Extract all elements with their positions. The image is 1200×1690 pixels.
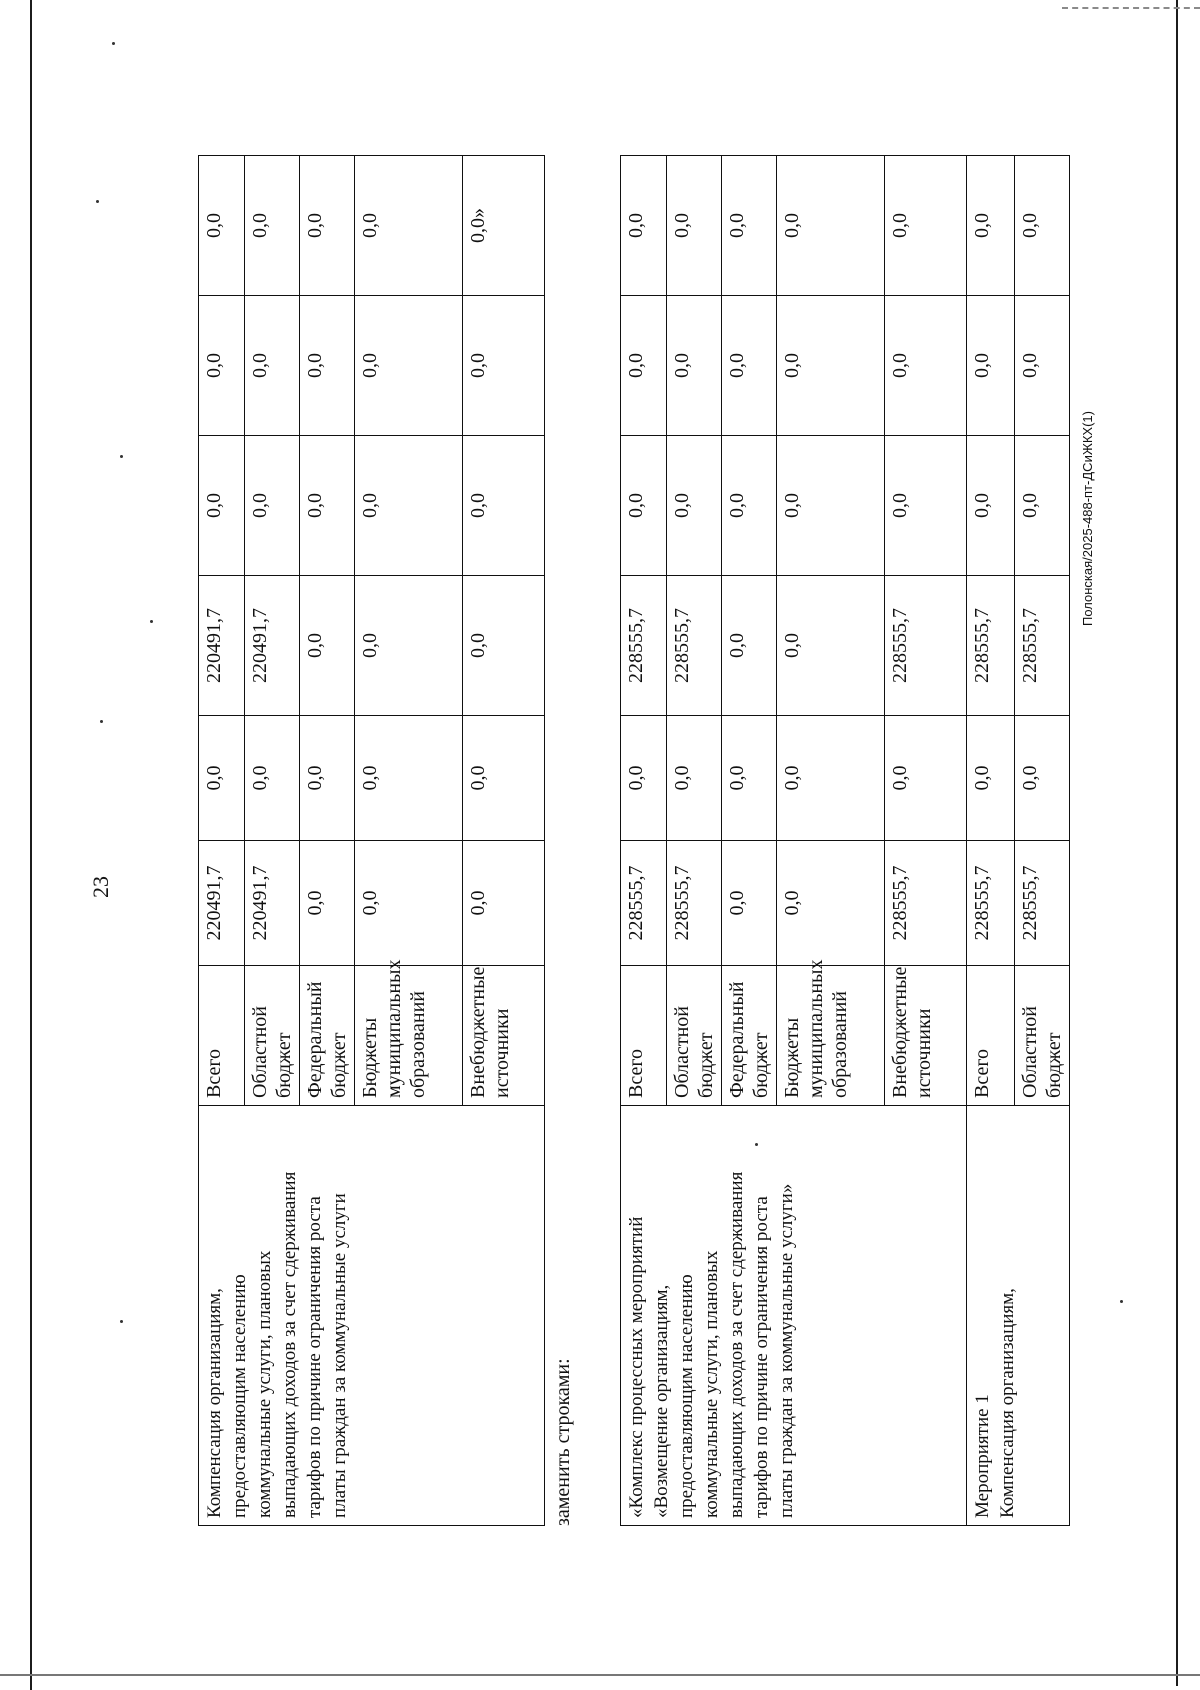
- table-row: [199, 156, 245, 1526]
- funding-value-cell: 0,0: [355, 296, 463, 436]
- funding-value-cell: 0,0: [199, 436, 245, 576]
- funding-value-cell: 220491,7: [199, 841, 245, 966]
- funding-source-label: Всего: [621, 966, 667, 1106]
- funding-value-cell: 0,0: [621, 716, 667, 841]
- funding-source-label: Областной бюджет: [1015, 966, 1070, 1106]
- funding-value-cell: 0,0: [667, 296, 722, 436]
- funding-value-cell: 0,0: [300, 716, 355, 841]
- funding-value-cell: 0,0: [777, 156, 885, 296]
- funding-value-cell: 0,0: [722, 576, 777, 716]
- funding-value-cell: 0,0: [245, 436, 300, 576]
- table-row: [621, 156, 667, 1526]
- table-row: [967, 156, 1015, 1526]
- funding-value-cell: 0,0: [885, 716, 967, 841]
- funding-source-label: Федеральный бюджет: [300, 966, 355, 1106]
- funding-table-old: [198, 155, 545, 1526]
- funding-value-cell: 0,0: [1015, 716, 1070, 841]
- funding-value-cell: 0,0: [722, 436, 777, 576]
- funding-value-cell: 0,0: [777, 296, 885, 436]
- funding-value-cell: 220491,7: [245, 576, 300, 716]
- funding-value-cell: 0,0: [355, 716, 463, 841]
- funding-value-cell: 0,0: [463, 296, 545, 436]
- funding-value-cell: 0,0: [300, 156, 355, 296]
- funding-value-cell: 0,0: [885, 296, 967, 436]
- funding-source-label: Всего: [199, 966, 245, 1106]
- funding-value-cell: 0,0: [1015, 296, 1070, 436]
- funding-value-cell: 0,0: [722, 296, 777, 436]
- funding-value-cell: 0,0: [667, 436, 722, 576]
- funding-value-cell: 0,0: [967, 296, 1015, 436]
- funding-value-cell: 0,0: [245, 716, 300, 841]
- funding-source-label: Областной бюджет: [667, 966, 722, 1106]
- funding-value-cell: 0,0: [463, 436, 545, 576]
- funding-value-cell: 228555,7: [885, 841, 967, 966]
- funding-value-cell: 0,0: [300, 576, 355, 716]
- funding-value-cell: 228555,7: [1015, 576, 1070, 716]
- funding-value-cell: 0,0: [621, 156, 667, 296]
- funding-value-cell: 0,0: [463, 576, 545, 716]
- funding-value-cell: 228555,7: [967, 576, 1015, 716]
- funding-value-cell: 228555,7: [621, 576, 667, 716]
- funding-value-cell: 228555,7: [967, 841, 1015, 966]
- funding-value-cell: 0,0: [199, 716, 245, 841]
- funding-value-cell: 0,0: [777, 841, 885, 966]
- funding-value-cell: 0,0: [885, 156, 967, 296]
- document-footer-code: Полонская/2025-488-пт-ДСиЖКХ(1): [1080, 411, 1095, 626]
- funding-source-label: Всего: [967, 966, 1015, 1106]
- funding-value-cell: 0,0: [967, 156, 1015, 296]
- funding-value-cell: 228555,7: [667, 576, 722, 716]
- funding-value-cell: 0,0: [245, 156, 300, 296]
- funding-source-label: Федеральный бюджет: [722, 966, 777, 1106]
- funding-value-cell: 0,0: [621, 436, 667, 576]
- funding-value-cell: 0,0: [300, 841, 355, 966]
- funding-value-cell: 0,0: [300, 436, 355, 576]
- funding-value-cell: 228555,7: [621, 841, 667, 966]
- funding-table-new: [620, 155, 1070, 1526]
- funding-value-cell: 228555,7: [1015, 841, 1070, 966]
- funding-value-cell: 220491,7: [199, 576, 245, 716]
- funding-source-label: Бюджеты муниципальных образований: [777, 966, 885, 1106]
- funding-value-cell: 0,0: [722, 841, 777, 966]
- funding-value-cell: 0,0: [621, 296, 667, 436]
- funding-source-label: Внебюджетные источники: [885, 966, 967, 1106]
- funding-value-cell: 0,0: [463, 841, 545, 966]
- funding-value-cell: 0,0: [967, 436, 1015, 576]
- funding-value-cell: 0,0: [355, 576, 463, 716]
- funding-value-cell: 228555,7: [885, 576, 967, 716]
- funding-value-cell: 0,0: [777, 716, 885, 841]
- funding-value-cell: 0,0: [199, 156, 245, 296]
- funding-value-cell: 0,0: [722, 716, 777, 841]
- funding-value-cell: 220491,7: [245, 841, 300, 966]
- funding-value-cell: 0,0: [199, 296, 245, 436]
- funding-source-label: Внебюджетные источники: [463, 966, 545, 1106]
- funding-value-cell: 0,0: [722, 156, 777, 296]
- funding-value-cell: 0,0: [777, 436, 885, 576]
- page-number: 23: [88, 876, 113, 898]
- funding-value-cell: 0,0: [967, 716, 1015, 841]
- funding-value-cell: 0,0: [355, 156, 463, 296]
- funding-value-cell: 0,0: [667, 156, 722, 296]
- funding-value-cell: 0,0: [355, 436, 463, 576]
- funding-value-cell: 0,0: [245, 296, 300, 436]
- funding-value-cell: 0,0: [463, 716, 545, 841]
- funding-value-cell: 0,0: [1015, 156, 1070, 296]
- funding-source-label: Бюджеты муниципальных образований: [355, 966, 463, 1106]
- measure-description: Компенсация организациям, предоставляющим населению коммунальные услуги, плановых выпадающих доходов за счет сдерживания тарифов по причине ограничения роста платы граждан за коммунальные услуги: [199, 1106, 545, 1526]
- funding-value-cell: 0,0: [777, 576, 885, 716]
- funding-value-cell: 0,0: [1015, 436, 1070, 576]
- funding-value-cell: 0,0: [300, 296, 355, 436]
- funding-value-cell: 0,0: [885, 436, 967, 576]
- replace-caption: заменить строками:: [552, 1358, 574, 1526]
- funding-value-cell: 228555,7: [667, 841, 722, 966]
- funding-value-cell: 0,0»: [463, 156, 545, 296]
- funding-value-cell: 0,0: [667, 716, 722, 841]
- funding-source-label: Областной бюджет: [245, 966, 300, 1106]
- funding-value-cell: 0,0: [355, 841, 463, 966]
- measure-description: «Комплекс процессных мероприятий «Возмещение организациям, предоставляющим населению коммунальные услуги, плановых выпадающих доходов за счет сдерживания тарифов по причине ограничения роста платы граждан за коммунальные услуги»: [621, 1106, 967, 1526]
- measure-description: Мероприятие 1 Компенсация организациям,: [967, 1106, 1070, 1526]
